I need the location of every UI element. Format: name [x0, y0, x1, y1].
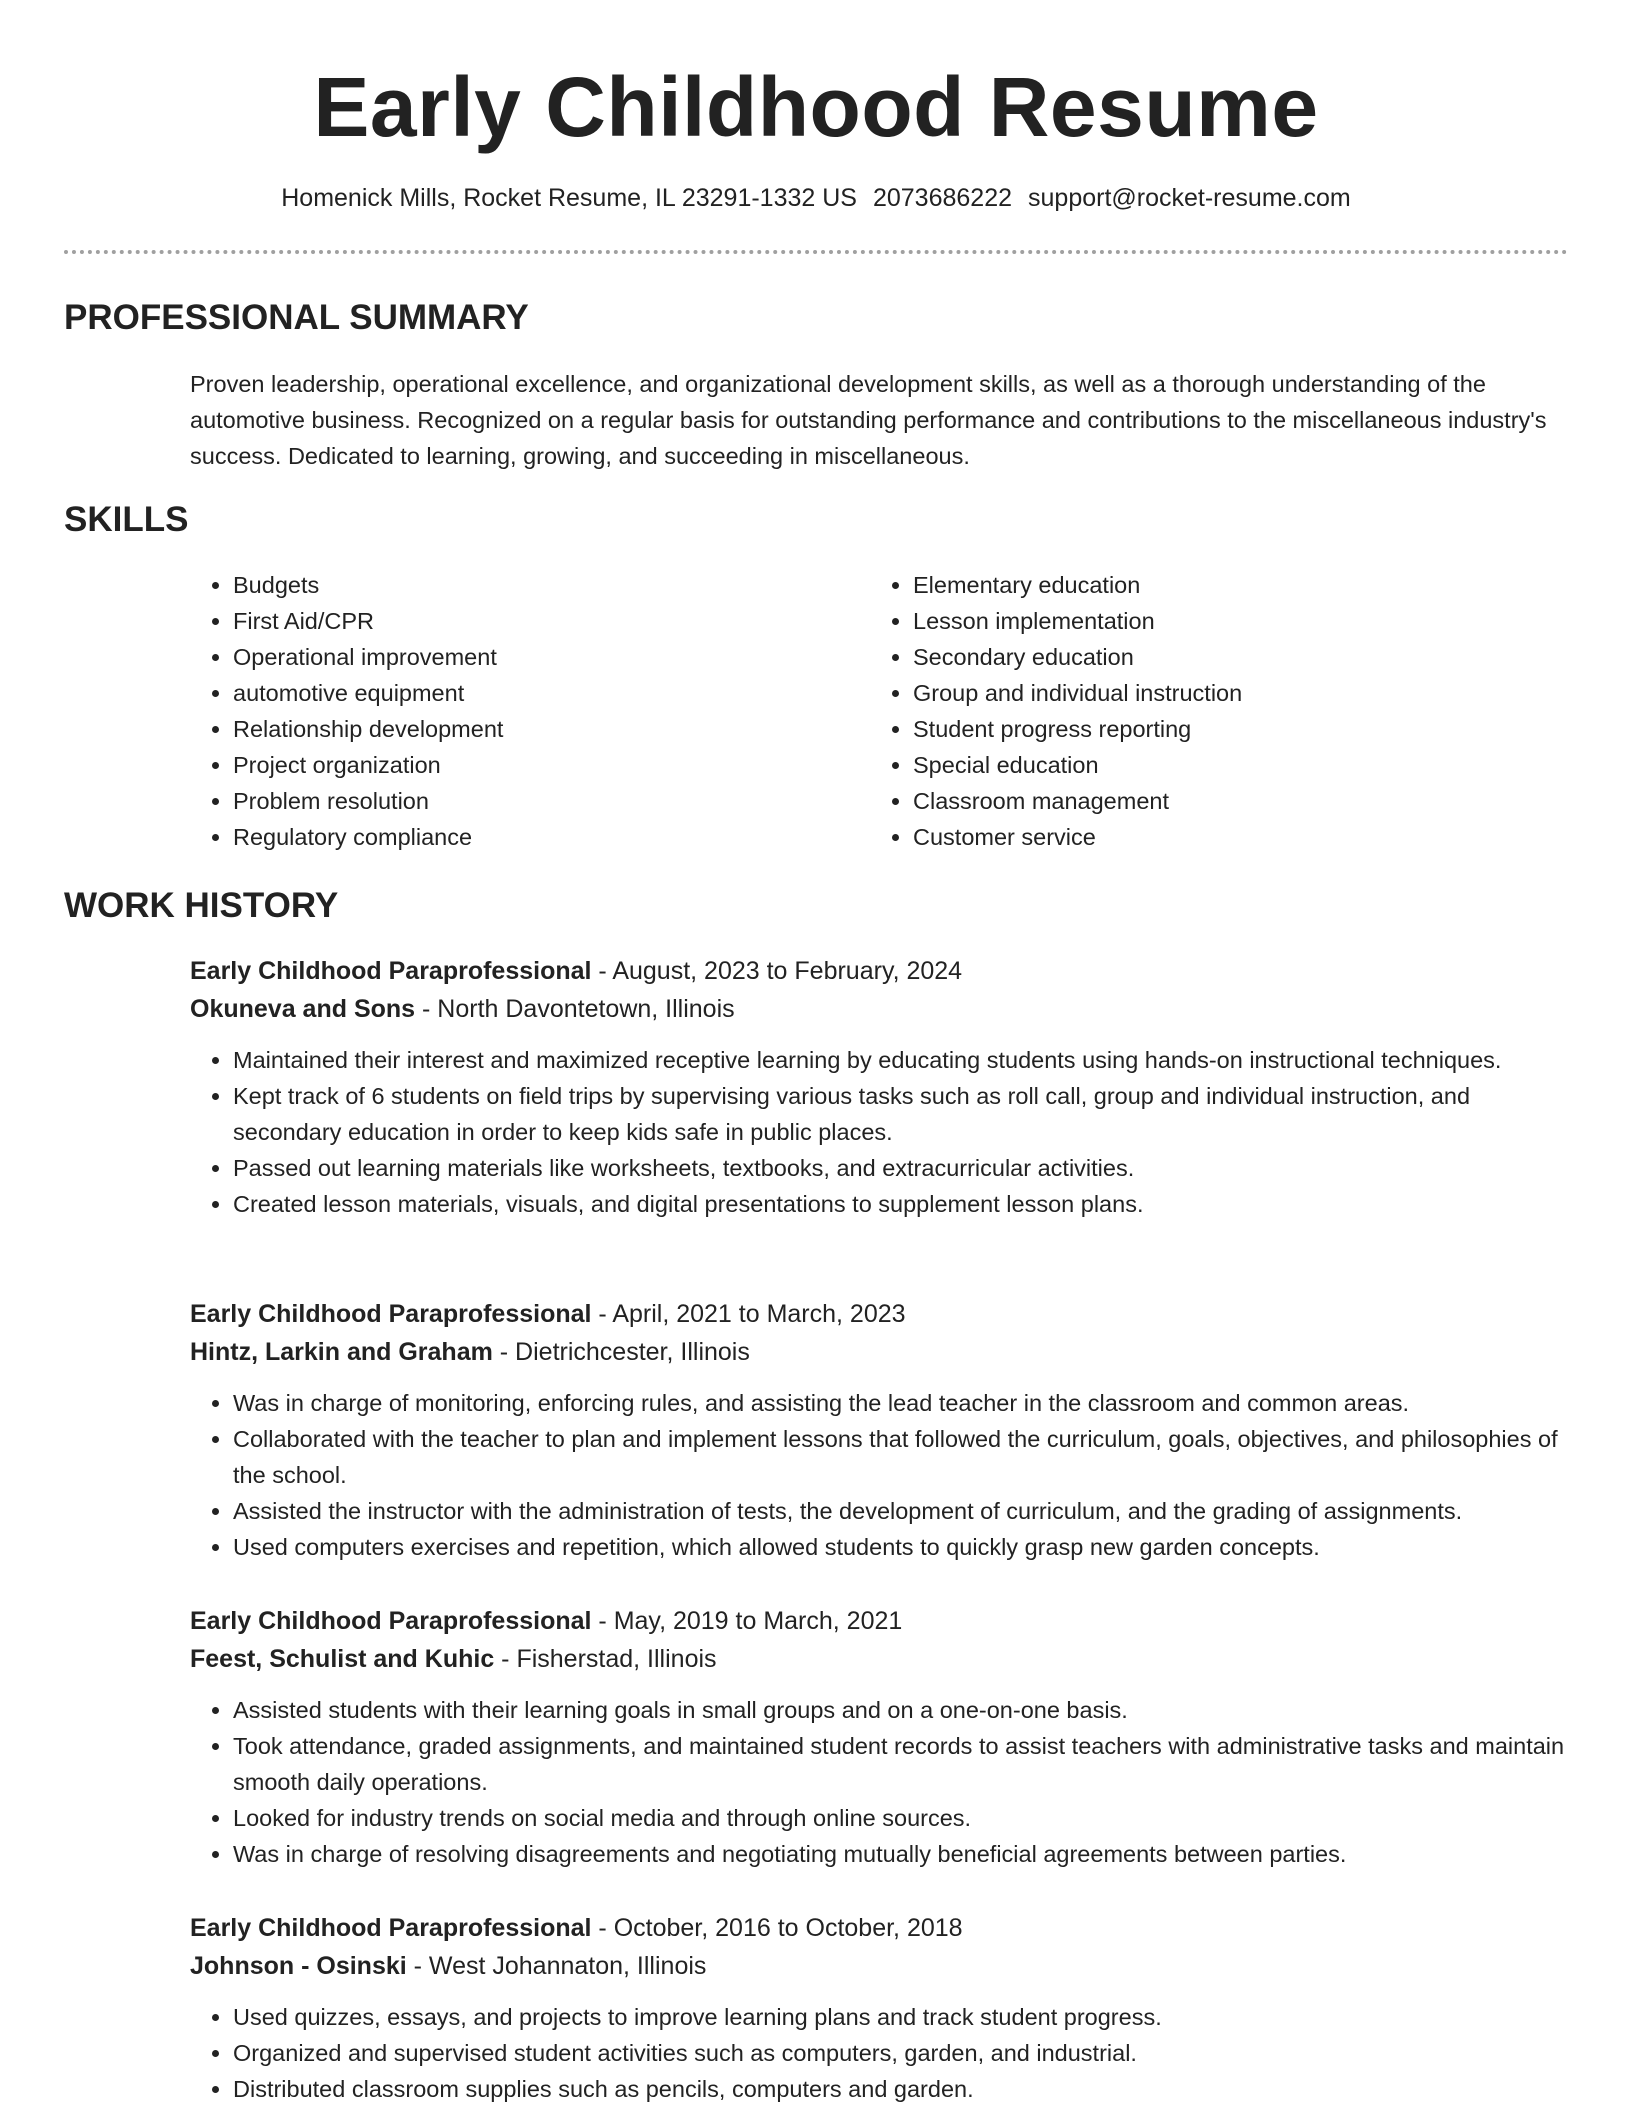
job-bullet: • Used quizzes, essays, and projects to improve learning plans and track student progress.: [233, 1999, 1580, 2035]
skill-item: • Student progress reporting: [913, 711, 1593, 747]
job-title: Early Childhood Paraprofessional: [190, 1607, 592, 1635]
job-entry: [190, 952, 1580, 1222]
skill-item: • Elementary education: [913, 567, 1593, 603]
job-location: - West Johannaton, Illinois: [406, 1952, 707, 1980]
contact-address: Homenick Mills, Rocket Resume, IL 23291-1332 US: [281, 184, 857, 212]
job-company: Hintz, Larkin and Graham: [190, 1338, 493, 1366]
summary-heading: PROFESSIONAL SUMMARY: [64, 298, 529, 337]
job-company-line: [190, 1640, 1580, 1678]
job-bullet: • Was in charge of resolving disagreements and negotiating mutually beneficial agreements between parties.: [233, 1836, 1580, 1872]
skills-list-right: [870, 567, 1593, 855]
job-entry: [190, 1295, 1580, 1565]
job-title: Early Childhood Paraprofessional: [190, 957, 592, 985]
header-divider: [64, 250, 1568, 254]
job-company-line: [190, 990, 1580, 1028]
skill-item: • Lesson implementation: [913, 603, 1593, 639]
skill-item: • Project organization: [233, 747, 863, 783]
job-bullet: • Created lesson materials, visuals, and digital presentations to supplement lesson plans.: [233, 1186, 1580, 1222]
skill-item: • automotive equipment: [233, 675, 863, 711]
job-bullet: • Maintained their interest and maximized receptive learning by educating students using hands-on instructional techniques.: [233, 1042, 1580, 1078]
job-bullet: • Distributed classroom supplies such as pencils, computers and garden.: [233, 2071, 1580, 2107]
job-location: - North Davontetown, Illinois: [415, 995, 735, 1023]
job-company: Feest, Schulist and Kuhic: [190, 1645, 495, 1673]
summary-text: Proven leadership, operational excellence, and organizational development skills, as well as a thorough understanding of the automotive business. Recognized on a regular basis for outstanding performance and contributions to the miscellaneous industry's success. Dedicated to learning, growing, and succeeding in miscellaneous.: [190, 371, 1547, 469]
skill-item: • Relationship development: [233, 711, 863, 747]
skills-heading: SKILLS: [64, 500, 189, 539]
skill-item: • First Aid/CPR: [233, 603, 863, 639]
job-title-line: [190, 1295, 1580, 1333]
work-history-heading: WORK HISTORY: [64, 886, 339, 925]
job-bullets: [190, 1999, 1580, 2107]
job-company: Johnson - Osinski: [190, 1952, 407, 1980]
job-title-line: [190, 1909, 1580, 1947]
job-bullet: • Looked for industry trends on social media and through online sources.: [233, 1800, 1580, 1836]
skill-item: • Operational improvement: [233, 639, 863, 675]
job-location: - Dietrichcester, Illinois: [492, 1338, 750, 1366]
resume-title: Early Childhood Resume: [313, 60, 1319, 154]
skill-item: • Problem resolution: [233, 783, 863, 819]
contact-phone: 2073686222: [872, 184, 1013, 212]
job-company-line: [190, 1947, 1580, 1985]
job-dates: - April, 2021 to March, 2023: [591, 1300, 906, 1328]
job-bullet: • Organized and supervised student activities such as computers, garden, and industrial.: [233, 2035, 1580, 2071]
job-entry: [190, 1602, 1580, 1872]
job-company-line: [190, 1333, 1580, 1371]
job-bullet: • Kept track of 6 students on field trips by supervising various tasks such as roll call, group and individual instruction, and secondary education in order to keep kids safe in public places.: [233, 1078, 1580, 1150]
job-bullets: [190, 1042, 1580, 1222]
job-bullets: [190, 1692, 1580, 1872]
job-bullet: • Assisted students with their learning goals in small groups and on a one-on-one basis.: [233, 1692, 1580, 1728]
job-title-line: [190, 1602, 1580, 1640]
job-dates: - October, 2016 to October, 2018: [591, 1914, 963, 1942]
contact-email[interactable]: support@rocket-resume.com: [1028, 184, 1351, 212]
skills-list-left: [190, 567, 863, 855]
skill-item: • Regulatory compliance: [233, 819, 863, 855]
job-title: Early Childhood Paraprofessional: [190, 1914, 592, 1942]
job-bullet: • Was in charge of monitoring, enforcing rules, and assisting the lead teacher in the classroom and common areas.: [233, 1385, 1580, 1421]
job-dates: - August, 2023 to February, 2024: [591, 957, 963, 985]
job-bullet: • Passed out learning materials like worksheets, textbooks, and extracurricular activities.: [233, 1150, 1580, 1186]
skill-item: • Budgets: [233, 567, 863, 603]
job-title: Early Childhood Paraprofessional: [190, 1300, 592, 1328]
job-company: Okuneva and Sons: [190, 995, 416, 1023]
skill-item: • Customer service: [913, 819, 1593, 855]
job-bullet: • Took attendance, graded assignments, and maintained student records to assist teachers with administrative tasks and maintain smooth daily operations.: [233, 1728, 1580, 1800]
job-location: - Fisherstad, Illinois: [494, 1645, 717, 1673]
job-dates: - May, 2019 to March, 2021: [591, 1607, 903, 1635]
contact-line: [0, 180, 1632, 216]
skill-item: • Group and individual instruction: [913, 675, 1593, 711]
job-bullet: • Used computers exercises and repetition, which allowed students to quickly grasp new garden concepts.: [233, 1529, 1580, 1565]
skill-item: • Special education: [913, 747, 1593, 783]
skill-item: • Classroom management: [913, 783, 1593, 819]
job-bullet: • Assisted the instructor with the administration of tests, the development of curriculum, and the grading of assignments.: [233, 1493, 1580, 1529]
job-entry: [190, 1909, 1580, 2107]
job-bullet: • Collaborated with the teacher to plan and implement lessons that followed the curriculum, goals, objectives, and philosophies of the school.: [233, 1421, 1580, 1493]
job-title-line: [190, 952, 1580, 990]
skill-item: • Secondary education: [913, 639, 1593, 675]
job-bullets: [190, 1385, 1580, 1565]
